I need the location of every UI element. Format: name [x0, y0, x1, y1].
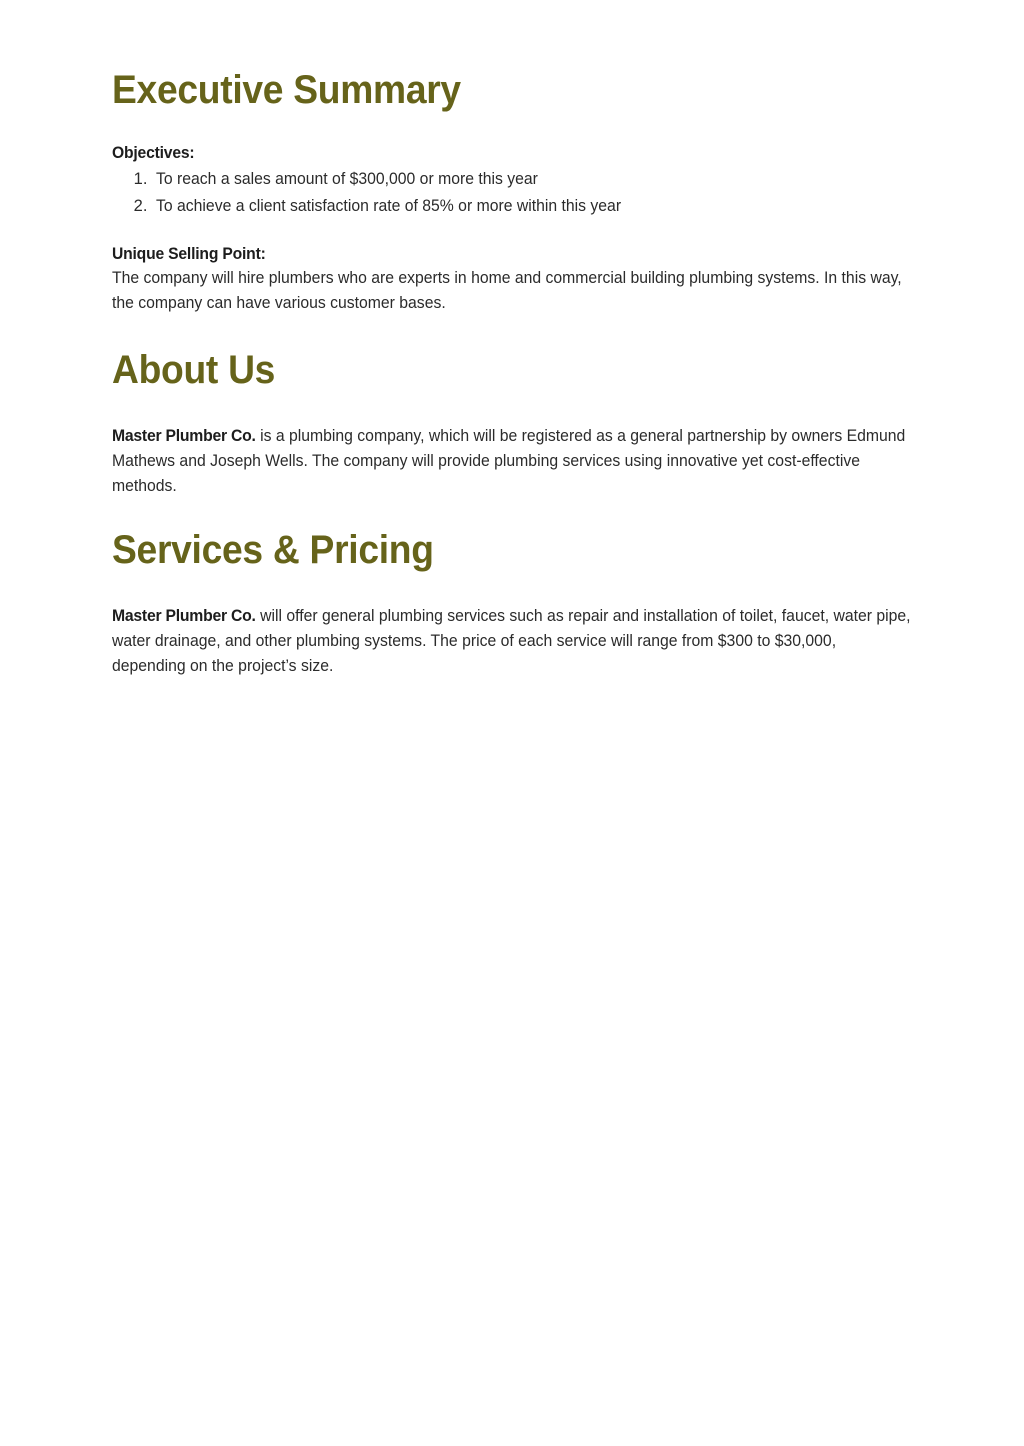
- paragraph-about-us: [112, 424, 912, 499]
- paragraph-unique-selling-point: The company will hire plumbers who are experts in home and commercial building plumbing systems. In this way, the company can have various customer bases.: [112, 269, 902, 312]
- objective-text: To reach a sales amount of $300,000 or more this year: [156, 170, 538, 188]
- services-lead-in: Master Plumber Co.: [112, 607, 256, 625]
- services-body: will offer general plumbing services such as repair and installation of toilet, faucet, water pipe, water drainage, and other plumbing systems. The price of each service will range from $300 to $30,000, depending on the project’s size.: [112, 607, 911, 675]
- about-us-lead-in: Master Plumber Co.: [112, 427, 256, 445]
- objective-text: To achieve a client satisfaction rate of 85% or more within this year: [156, 197, 622, 215]
- list-item: [152, 166, 643, 193]
- heading-about-us: About Us: [112, 348, 276, 392]
- list-item: [152, 193, 643, 220]
- about-us-body: is a plumbing company, which will be registered as a general partnership by owners Edmund Mathews and Joseph Wells. The company will provide plumbing services using innovative yet cost-effective methods.: [112, 427, 906, 495]
- paragraph-services-and-pricing: [112, 604, 912, 679]
- label-objectives: Objectives:: [112, 144, 195, 162]
- label-unique-selling-point: Unique Selling Point:: [112, 245, 266, 263]
- heading-services-and-pricing: Services & Pricing: [112, 528, 434, 572]
- heading-executive-summary: Executive Summary: [112, 68, 461, 112]
- objectives-list: [112, 166, 643, 220]
